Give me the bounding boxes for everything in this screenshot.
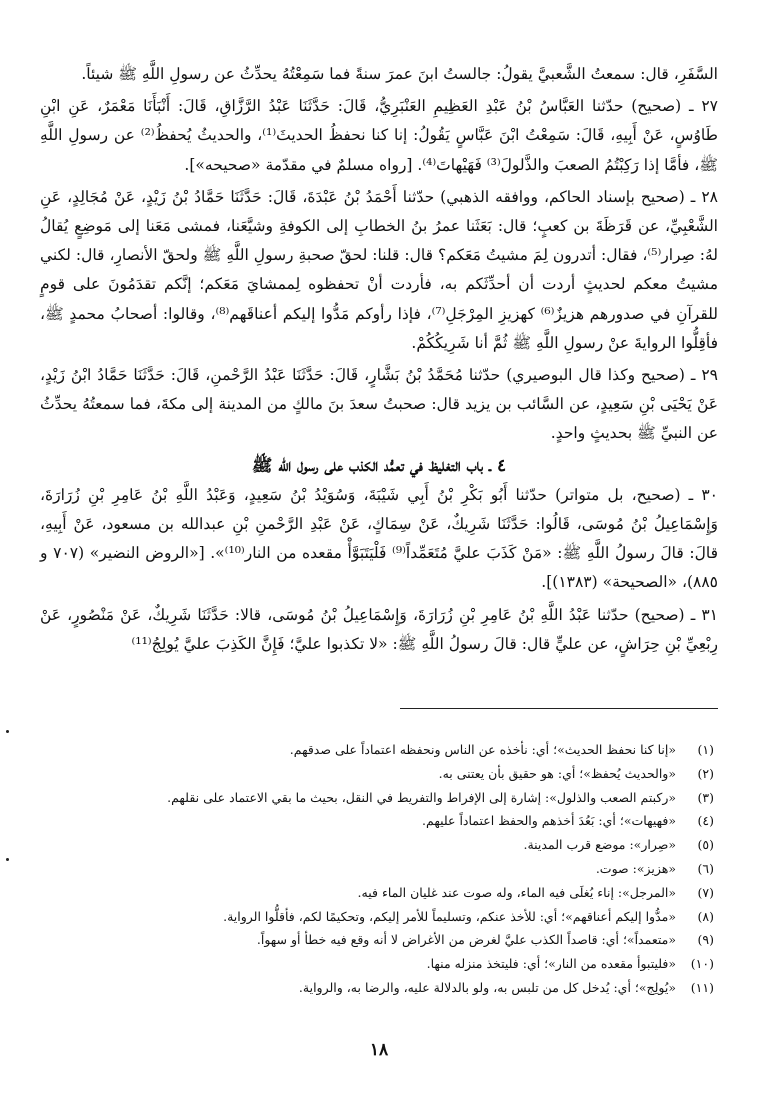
footnote-number: (٤) — [697, 813, 714, 829]
footnote-item — [40, 881, 714, 905]
footnote-number: (١) — [697, 742, 714, 757]
footnote-item — [40, 857, 714, 881]
footnote-text: «يُولِج»؛ أي: يُدخل كل من تلبس به، ولو بالدلالة عليه، والرضا به، والرواية. — [298, 979, 676, 995]
footnote-number: (٩) — [697, 932, 714, 948]
footnote-text: «فليتبوأ مقعده من النار»؛ أي: فليتخذ منزله منها. — [426, 956, 676, 972]
footnote-text: «إنا كنا نحفظ الحديث»؛ أي: نأخذه عن الناس ونحفظه اعتماداً على صدقهم. — [289, 742, 676, 757]
footnote-text: «مدُّوا إليكم أعناقهم»؛ أي: للأخذ عنكم، وتسليماً للأمر إليكم، وتحكيمًا لكم، فأقلُّوا الرواية. — [223, 908, 676, 924]
main-text — [40, 60, 718, 662]
hadith-30: ٣٠ ـ (صحيح، بل متواتر) حدّثنا أَبُو بَكْرِ بْنُ أَبِي شَيْبَةَ، وَسُوَيْدُ بْنُ سَعِيدٍ، وَعَبْدُ اللَّهِ بْنُ عَامِرِ بْنِ زُرَارَةَ، وَإِسْمَاعِيلُ بْنُ مُوسَى، قَالُوا: حَدَّثَنَا شَرِيكٌ، عَنْ سِمَاكٍ، عَنْ عَبْدِ الرَّحْمنِ بْنِ عبدالله بن مسعود، عَنْ أَبِيهِ، قالَ: قالَ رسولُ اللَّهِ ﷺ: «مَنْ كَذَبَ عليَّ مُتَعَمِّداً⁽⁹⁾ فَلْيَتَبَوَّأْ مقعده من النار⁽¹⁰⁾». [«الروض النضير» (٧٠٧ و ٨٨٥)، «الصحيحة» (١٣٨٣)]. — [40, 485, 718, 592]
footnote-item — [40, 976, 714, 1000]
footnote-number: (٢) — [697, 765, 714, 781]
page-number: ١٨ — [369, 1040, 389, 1060]
footnote-item — [40, 809, 714, 833]
footnote-item — [40, 905, 714, 929]
footnote-item — [40, 762, 714, 786]
margin-dot — [6, 730, 9, 733]
footnote-item — [40, 786, 714, 810]
footnote-text: «المرجل»: إناء يُغلَى فيه الماء، وله صوت عند غليان الماء فيه. — [357, 884, 676, 900]
footnote-text: «متعمداً»؛ أي: قاصداً الكذب عليَّ لغرض من الأغراض لا أنه وقع فيه خطأ أو سهواً. — [256, 932, 676, 948]
footnote-number: (١١) — [690, 979, 714, 995]
hadith-31: ٣١ ـ (صحيح) حدّثنا عَبْدُ اللَّهِ بْنُ عَامِرِ بْنِ زُرَارَةَ، وَإِسْمَاعِيلُ بْنُ مُوسَى، قالا: حَدَّثَنَا شَرِيكٌ، عَنْ مَنْصُورٍ، عَنْ رِبْعِيِّ بْنِ حِرَاشٍ، عن عليٍّ قال: قالَ رسولُ اللَّهِ ﷺ: «لا تكذبوا عليَّ؛ فَإِنَّ الكَذِبَ عليَّ يُولِجُ⁽¹¹⁾ — [40, 605, 718, 653]
footnote-divider — [400, 708, 718, 709]
hadith-27: ٢٧ ـ (صحيح) حدّثنا العَبَّاسُ بْنُ عَبْدِ العَظِيمِ العَنْبَرِيُّ، قَالَ: حَدَّثَنَا عَبْدُ الرَّزَّاقِ، قَالَ: أَنْبَأَنَا مَعْمَرٌ، عَنِ ابْنِ طَاوُسٍ، عَنْ أَبِيهِ، قَالَ: سَمِعْتُ ابْنَ عَبَّاسٍ يَقُولُ: إنا كنا نحفظُ الحديثَ⁽¹⁾، والحديثُ يُحفظُ⁽²⁾ عن رسولِ اللَّهِ ﷺ، فأمَّا إذا رَكِبْتُمُ الصعبَ والذَّلولَ⁽³⁾ فَهَيْهاتَ⁽⁴⁾. [رواه مسلمٌ في مقدّمة «صحيحه»]. — [40, 97, 718, 174]
footnote-number: (٥) — [697, 837, 714, 853]
margin-dot — [6, 858, 9, 861]
footnote-number: (٣) — [697, 789, 714, 805]
footnote-number: (١٠) — [690, 956, 714, 972]
hadith-29: ٢٩ ـ (صحيح وكذا قال البوصيري) حدّثنا مُحَمَّدُ بْنُ بَشَّارٍ، قَالَ: حَدَّثَنَا عَبْدُ الرَّحْمنِ، قَالَ: حَدَّثَنَا حَمَّادُ ابْنُ زَيْدٍ، عَنْ يَحْيَى بْنِ سَعِيدٍ، عن السَّائب بن يزيد قال: صحبتُ سعدَ بنَ مالكٍ من المدينة إلى مكةَ، فما سمعتُهُ يحدِّثُ عن النبيِّ ﷺ بحديثٍ واحدٍ. — [40, 366, 718, 443]
footnote-number: (٦) — [697, 860, 714, 876]
footnotes-list — [40, 738, 714, 1000]
footnote-text: «صِرار»: موضع قرب المدينة. — [523, 837, 676, 853]
footnote-text: «هزيز»: صوت. — [595, 860, 676, 876]
footnote-text: «والحديث يُحفظ»؛ أي: هو حقيق بأن يعتنى به. — [438, 765, 676, 781]
footnote-text: «فهيهات»؛ أي: بَعُدَ أخذهم والحفظ اعتماداً عليهم. — [422, 813, 676, 829]
chapter-heading: ٤ ـ باب التغليظ في تعمُّد الكذب على رسول الله ﷺ — [251, 455, 507, 476]
footnote-item — [40, 928, 714, 952]
footnote-text: «ركبتم الصعب والذلول»: إشارة إلى الإفراط والتفريط في النقل، بحيث ما بقي الاعتماد على نقلهم. — [167, 789, 676, 805]
footnote-item — [40, 833, 714, 857]
footnote-item — [40, 952, 714, 976]
footnote-item — [40, 738, 714, 762]
hadith-28: ٢٨ ـ (صحيح بإسناد الحاكم، ووافقه الذهبي) حدّثنا أَحْمَدُ بْنُ عَبْدَةَ، قَالَ: حَدَّثَنَا حَمَّادُ بْنُ زَيْدٍ، عَنْ مُجَالِدٍ، عَنِ الشَّعْبِيِّ، عن قَرَظَةَ بن كعبٍ؛ قال: بَعَثَنا عمرُ بنُ الخطابِ إلى الكوفةِ وشيَّعَنا، فمشى مَعَنا إلى مَوضِعٍ يُقالُ لهُ: صِرار⁽⁵⁾، فقال: أتدرون لِمَ مشيتُ مَعَكم؟ قال: قلنا: لحقّ صحبةِ رسولِ اللَّهِ ﷺ ولحقّ الأنصارِ، قال: لكني مشيتُ معكم لحديثٍ أردت أن أحدِّثَكم به، فأردت أنْ تحفظوه لِممشايَ مَعَكم؛ إنَّكم تقدَمُونَ على قومٍ للقرآنِ في صدورهم هزيزٌ⁽⁶⁾ كهزيزِ المِرْجَلِ⁽⁷⁾، فإذا رأوكم مَدُّوا إليكم أعناقَهم⁽⁸⁾، وقالوا: أصحابُ محمدٍ ﷺ، فأقِلُّوا الروايةَ عنْ رسولِ اللَّهِ ﷺ ثُمَّ أنا شَرِيكُكُمْ. — [40, 187, 719, 352]
footnote-number: (٧) — [697, 884, 714, 900]
paragraph-sufar: السَّفَرِ، قال: سمعتُ الشَّعبيَّ يقولُ: جالستُ ابنَ عمرَ سنةً فما سَمِعْتُهُ يحدِّثُ عن رسولِ اللَّهِ ﷺ شيئاً. — [81, 65, 718, 83]
footnote-number: (٨) — [697, 908, 714, 924]
